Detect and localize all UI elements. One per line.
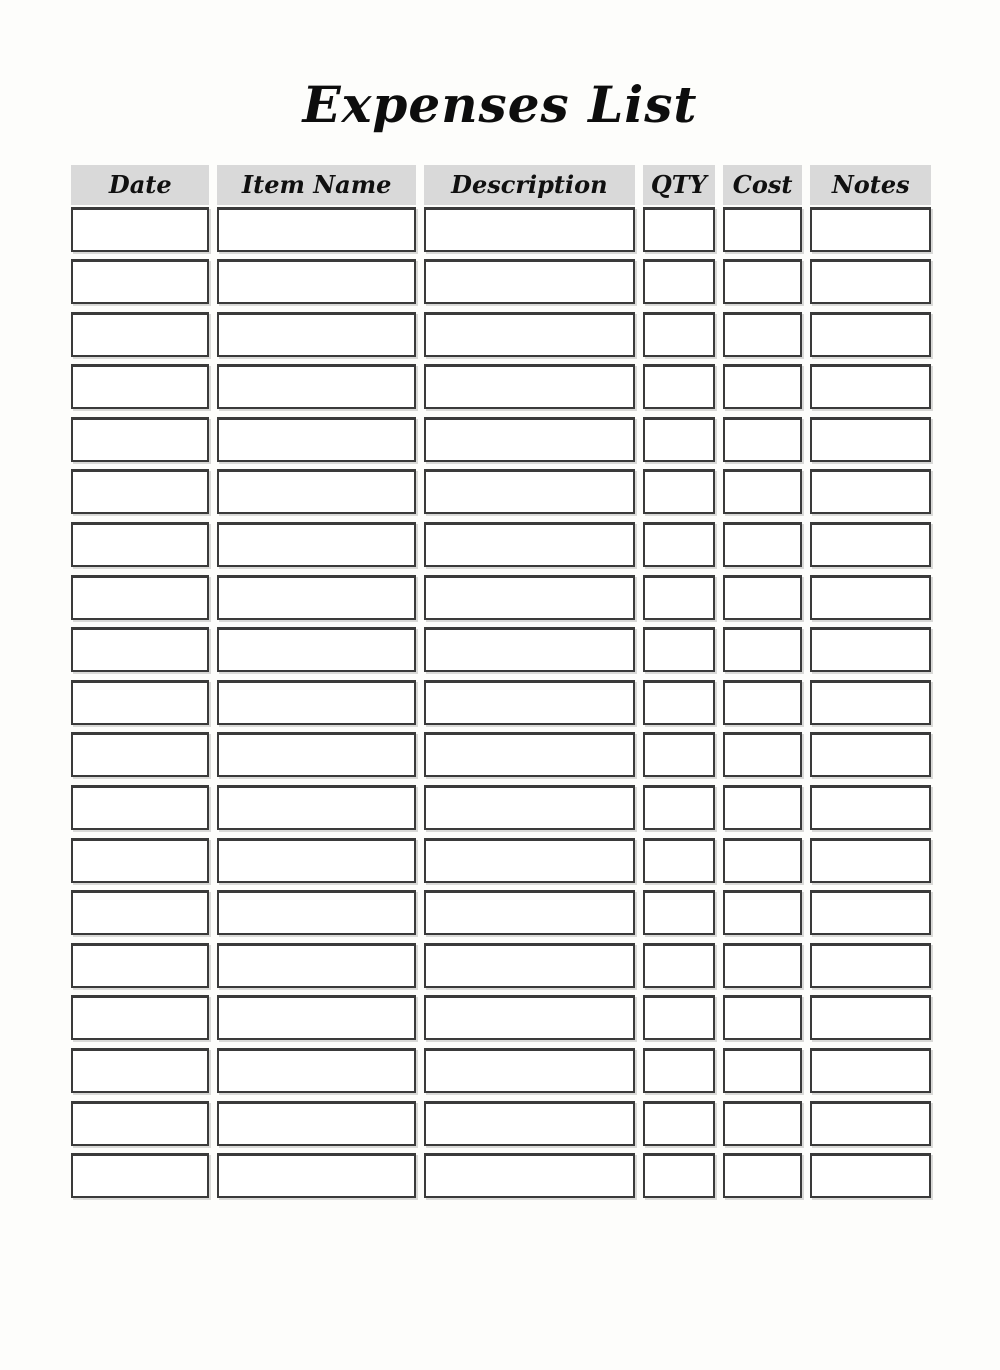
cell-qty[interactable] [643, 732, 715, 777]
cell-description[interactable] [424, 575, 635, 620]
cell-notes[interactable] [810, 259, 931, 304]
cell-notes[interactable] [810, 732, 931, 777]
cell-item-name[interactable] [217, 732, 415, 777]
cell-description[interactable] [424, 469, 635, 514]
cell-cost[interactable] [723, 207, 803, 252]
cell-cost[interactable] [723, 627, 803, 672]
cell-description[interactable] [424, 207, 635, 252]
cell-cost[interactable] [723, 417, 803, 462]
cell-date[interactable] [71, 469, 209, 514]
cell-description[interactable] [424, 364, 635, 409]
cell-item-name[interactable] [217, 522, 415, 567]
table-row [71, 1101, 931, 1146]
cell-description[interactable] [424, 890, 635, 935]
table-row [71, 417, 931, 462]
cell-notes[interactable] [810, 995, 931, 1040]
cell-cost[interactable] [723, 732, 803, 777]
cell-cost[interactable] [723, 575, 803, 620]
cell-cost[interactable] [723, 1048, 803, 1093]
column-header-notes: Notes [810, 165, 931, 205]
cell-date[interactable] [71, 732, 209, 777]
column-header-item-name: Item Name [217, 165, 415, 205]
table-row [71, 312, 931, 357]
cell-date[interactable] [71, 417, 209, 462]
cell-date[interactable] [71, 259, 209, 304]
table-row [71, 1153, 931, 1198]
cell-notes[interactable] [810, 890, 931, 935]
cell-qty[interactable] [643, 417, 715, 462]
cell-qty[interactable] [643, 364, 715, 409]
cell-description[interactable] [424, 312, 635, 357]
cell-notes[interactable] [810, 469, 931, 514]
cell-cost[interactable] [723, 890, 803, 935]
cell-date[interactable] [71, 522, 209, 567]
table-row [71, 890, 931, 935]
cell-item-name[interactable] [217, 207, 415, 252]
cell-item-name[interactable] [217, 259, 415, 304]
table-row [71, 575, 931, 620]
table-row [71, 522, 931, 567]
cell-notes[interactable] [810, 943, 931, 988]
cell-item-name[interactable] [217, 417, 415, 462]
table-row [71, 259, 931, 304]
table-row [71, 627, 931, 672]
cell-qty[interactable] [643, 995, 715, 1040]
cell-qty[interactable] [643, 1153, 715, 1198]
cell-description[interactable] [424, 995, 635, 1040]
cell-date[interactable] [71, 680, 209, 725]
cell-item-name[interactable] [217, 995, 415, 1040]
column-header-cost: Cost [723, 165, 803, 205]
cell-date[interactable] [71, 312, 209, 357]
cell-cost[interactable] [723, 312, 803, 357]
cell-notes[interactable] [810, 312, 931, 357]
table-row [71, 469, 931, 514]
cell-item-name[interactable] [217, 364, 415, 409]
cell-qty[interactable] [643, 312, 715, 357]
cell-date[interactable] [71, 1048, 209, 1093]
cell-qty[interactable] [643, 259, 715, 304]
cell-description[interactable] [424, 259, 635, 304]
cell-notes[interactable] [810, 1153, 931, 1198]
column-header-description: Description [424, 165, 635, 205]
expenses-table [71, 165, 931, 1199]
cell-item-name[interactable] [217, 680, 415, 725]
table-row [71, 207, 931, 252]
cell-date[interactable] [71, 364, 209, 409]
cell-item-name[interactable] [217, 1101, 415, 1146]
cell-cost[interactable] [723, 838, 803, 883]
cell-qty[interactable] [643, 1101, 715, 1146]
cell-cost[interactable] [723, 364, 803, 409]
cell-date[interactable] [71, 943, 209, 988]
cell-cost[interactable] [723, 995, 803, 1040]
cell-qty[interactable] [643, 522, 715, 567]
cell-notes[interactable] [810, 207, 931, 252]
cell-item-name[interactable] [217, 943, 415, 988]
cell-date[interactable] [71, 785, 209, 830]
cell-description[interactable] [424, 417, 635, 462]
cell-cost[interactable] [723, 943, 803, 988]
column-header-qty: QTY [643, 165, 715, 205]
cell-qty[interactable] [643, 890, 715, 935]
cell-item-name[interactable] [217, 890, 415, 935]
cell-notes[interactable] [810, 838, 931, 883]
cell-item-name[interactable] [217, 575, 415, 620]
table-row [71, 995, 931, 1040]
table-row [71, 1048, 931, 1093]
cell-date[interactable] [71, 1101, 209, 1146]
cell-date[interactable] [71, 207, 209, 252]
cell-item-name[interactable] [217, 838, 415, 883]
cell-description[interactable] [424, 1101, 635, 1146]
cell-cost[interactable] [723, 680, 803, 725]
cell-qty[interactable] [643, 785, 715, 830]
cell-notes[interactable] [810, 1048, 931, 1093]
cell-date[interactable] [71, 1153, 209, 1198]
cell-description[interactable] [424, 732, 635, 777]
cell-description[interactable] [424, 522, 635, 567]
cell-qty[interactable] [643, 943, 715, 988]
cell-date[interactable] [71, 838, 209, 883]
column-header-date: Date [71, 165, 209, 205]
cell-date[interactable] [71, 890, 209, 935]
table-header-row [71, 165, 931, 205]
table-row [71, 838, 931, 883]
cell-notes[interactable] [810, 364, 931, 409]
cell-description[interactable] [424, 627, 635, 672]
cell-date[interactable] [71, 575, 209, 620]
cell-item-name[interactable] [217, 785, 415, 830]
cell-item-name[interactable] [217, 1048, 415, 1093]
cell-qty[interactable] [643, 207, 715, 252]
cell-cost[interactable] [723, 785, 803, 830]
cell-qty[interactable] [643, 680, 715, 725]
cell-item-name[interactable] [217, 312, 415, 357]
table-row [71, 785, 931, 830]
cell-notes[interactable] [810, 627, 931, 672]
cell-date[interactable] [71, 627, 209, 672]
table-row [71, 732, 931, 777]
cell-notes[interactable] [810, 1101, 931, 1146]
cell-cost[interactable] [723, 259, 803, 304]
cell-description[interactable] [424, 680, 635, 725]
cell-cost[interactable] [723, 469, 803, 514]
cell-description[interactable] [424, 943, 635, 988]
table-row [71, 943, 931, 988]
cell-notes[interactable] [810, 522, 931, 567]
cell-qty[interactable] [643, 1048, 715, 1093]
cell-item-name[interactable] [217, 1153, 415, 1198]
cell-notes[interactable] [810, 785, 931, 830]
page-title: Expenses List [302, 75, 698, 134]
cell-item-name[interactable] [217, 469, 415, 514]
cell-qty[interactable] [643, 838, 715, 883]
cell-description[interactable] [424, 1048, 635, 1093]
cell-notes[interactable] [810, 575, 931, 620]
cell-description[interactable] [424, 1153, 635, 1198]
cell-cost[interactable] [723, 1153, 803, 1198]
cell-cost[interactable] [723, 1101, 803, 1146]
cell-qty[interactable] [643, 469, 715, 514]
cell-qty[interactable] [643, 627, 715, 672]
cell-qty[interactable] [643, 575, 715, 620]
table-body [71, 207, 931, 1199]
cell-notes[interactable] [810, 417, 931, 462]
table-row [71, 364, 931, 409]
cell-description[interactable] [424, 785, 635, 830]
cell-item-name[interactable] [217, 627, 415, 672]
table-row [71, 680, 931, 725]
cell-notes[interactable] [810, 680, 931, 725]
cell-date[interactable] [71, 995, 209, 1040]
cell-description[interactable] [424, 838, 635, 883]
cell-cost[interactable] [723, 522, 803, 567]
